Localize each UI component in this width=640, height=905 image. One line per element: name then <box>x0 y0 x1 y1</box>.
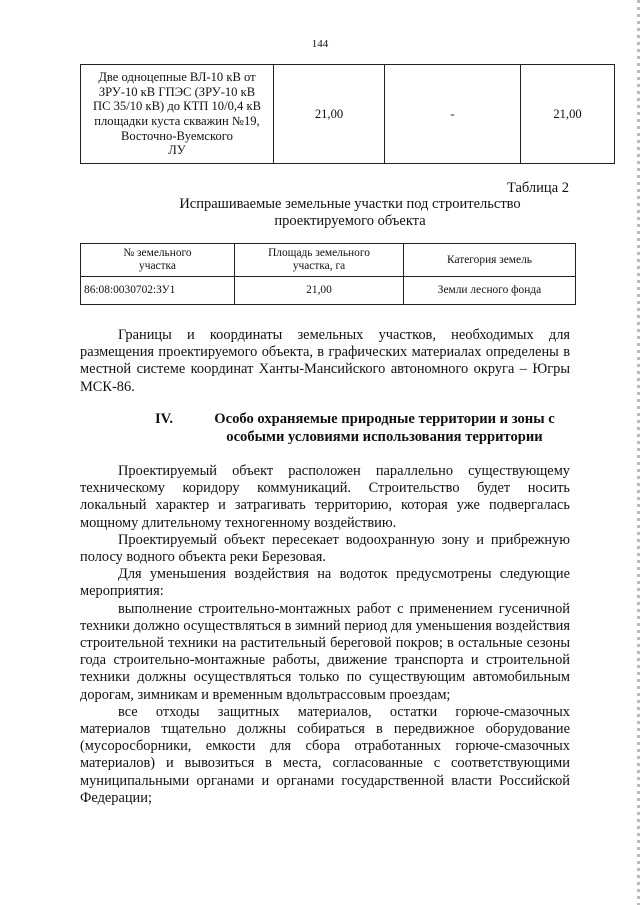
header-area <box>235 244 404 277</box>
name-line: ПС 35/10 кВ) до КТП 10/0,4 кВ <box>92 99 262 114</box>
table-1-name-cell <box>81 65 274 164</box>
paragraph: Проектируемый объект расположен параллельно существующему техническому коридору коммуникаций. Строительство будет носить локальный характер и затрагивать территорию, которая уже подвергалась мощному длительному техногенному воздействию. <box>80 463 570 531</box>
header-text: Площадь земельного <box>268 247 370 259</box>
table-2-caption <box>150 196 550 230</box>
cell-parcel: 86:08:0030702:ЗУ1 <box>81 277 235 305</box>
paragraph: Для уменьшения воздействия на водоток предусмотрены следующие мероприятия: <box>80 566 570 600</box>
table-2-number: Таблица 2 <box>506 180 569 196</box>
section-heading <box>155 411 570 446</box>
table-2 <box>80 243 576 305</box>
paragraph: все отходы защитных материалов, остатки горюче-смазочных материалов тщательно должны собираться в передвижное оборудование (мусоросборники, емкости для сбора отработанных горюче-смазочных материалов) и вывозиться в места, согласованные с соответствующими муниципальными органами и органами государственной власти Российской Федерации; <box>80 703 570 806</box>
section-title: Особо охраняемые природные территории и зоны с особыми условиями использования территории <box>214 411 555 445</box>
section-body <box>80 463 570 807</box>
table-row <box>81 65 615 164</box>
paragraph: выполнение строительно-монтажных работ с применением гусеничной техники должно осуществляться в зимний период для уменьшения воздействия строительной техники на растительный береговой покров; в остальные сезоны года строительно-монтажные работы, движение транспорта и строительной техники должны осуществляться только по существующим автомобильным дорогам, зимникам и временным вдольтрассовым проездам; <box>80 600 570 703</box>
table-row <box>81 277 576 305</box>
page-number: 144 <box>311 38 329 50</box>
section-number: IV. <box>155 411 173 427</box>
header-category: Категория земель <box>404 244 576 277</box>
table-1-area-cell: 21,00 <box>274 65 385 164</box>
table-1-continuation <box>80 64 615 164</box>
header-text: № земельного <box>123 247 192 259</box>
header-text: участка, га <box>292 260 346 272</box>
name-line: площадки куста скважин №19, <box>94 114 260 128</box>
cell-area: 21,00 <box>235 277 404 305</box>
table-header-row <box>81 244 576 277</box>
name-line: Две одноцепные ВЛ-10 кВ от <box>98 70 256 85</box>
table-1-total-cell: 21,00 <box>521 65 615 164</box>
cell-category: Земли лесного фонда <box>404 277 576 305</box>
paragraph: Проектируемый объект пересекает водоохранную зону и прибрежную полосу водного объекта реки Березовая. <box>80 531 570 566</box>
caption-line: проектируемого объекта <box>274 213 426 229</box>
header-text: участка <box>139 260 176 272</box>
name-line: ЗРУ-10 кВ ГПЭС (ЗРУ-10 кВ <box>98 84 256 99</box>
paragraph: Границы и координаты земельных участков, необходимых для размещения проектируемого объекта, в графических материалах определены в местной системе координат Ханты-Мансийского автономного округа – Югры МСК-86. <box>80 327 570 395</box>
borders-paragraph-block <box>80 327 570 396</box>
name-line: ЛУ <box>168 143 186 158</box>
table-1-dash-cell: - <box>385 65 521 164</box>
name-line: Восточно-Вуемского <box>121 128 233 143</box>
caption-line: Испрашиваемые земельные участки под строительство <box>179 196 521 212</box>
header-parcel <box>81 244 235 277</box>
